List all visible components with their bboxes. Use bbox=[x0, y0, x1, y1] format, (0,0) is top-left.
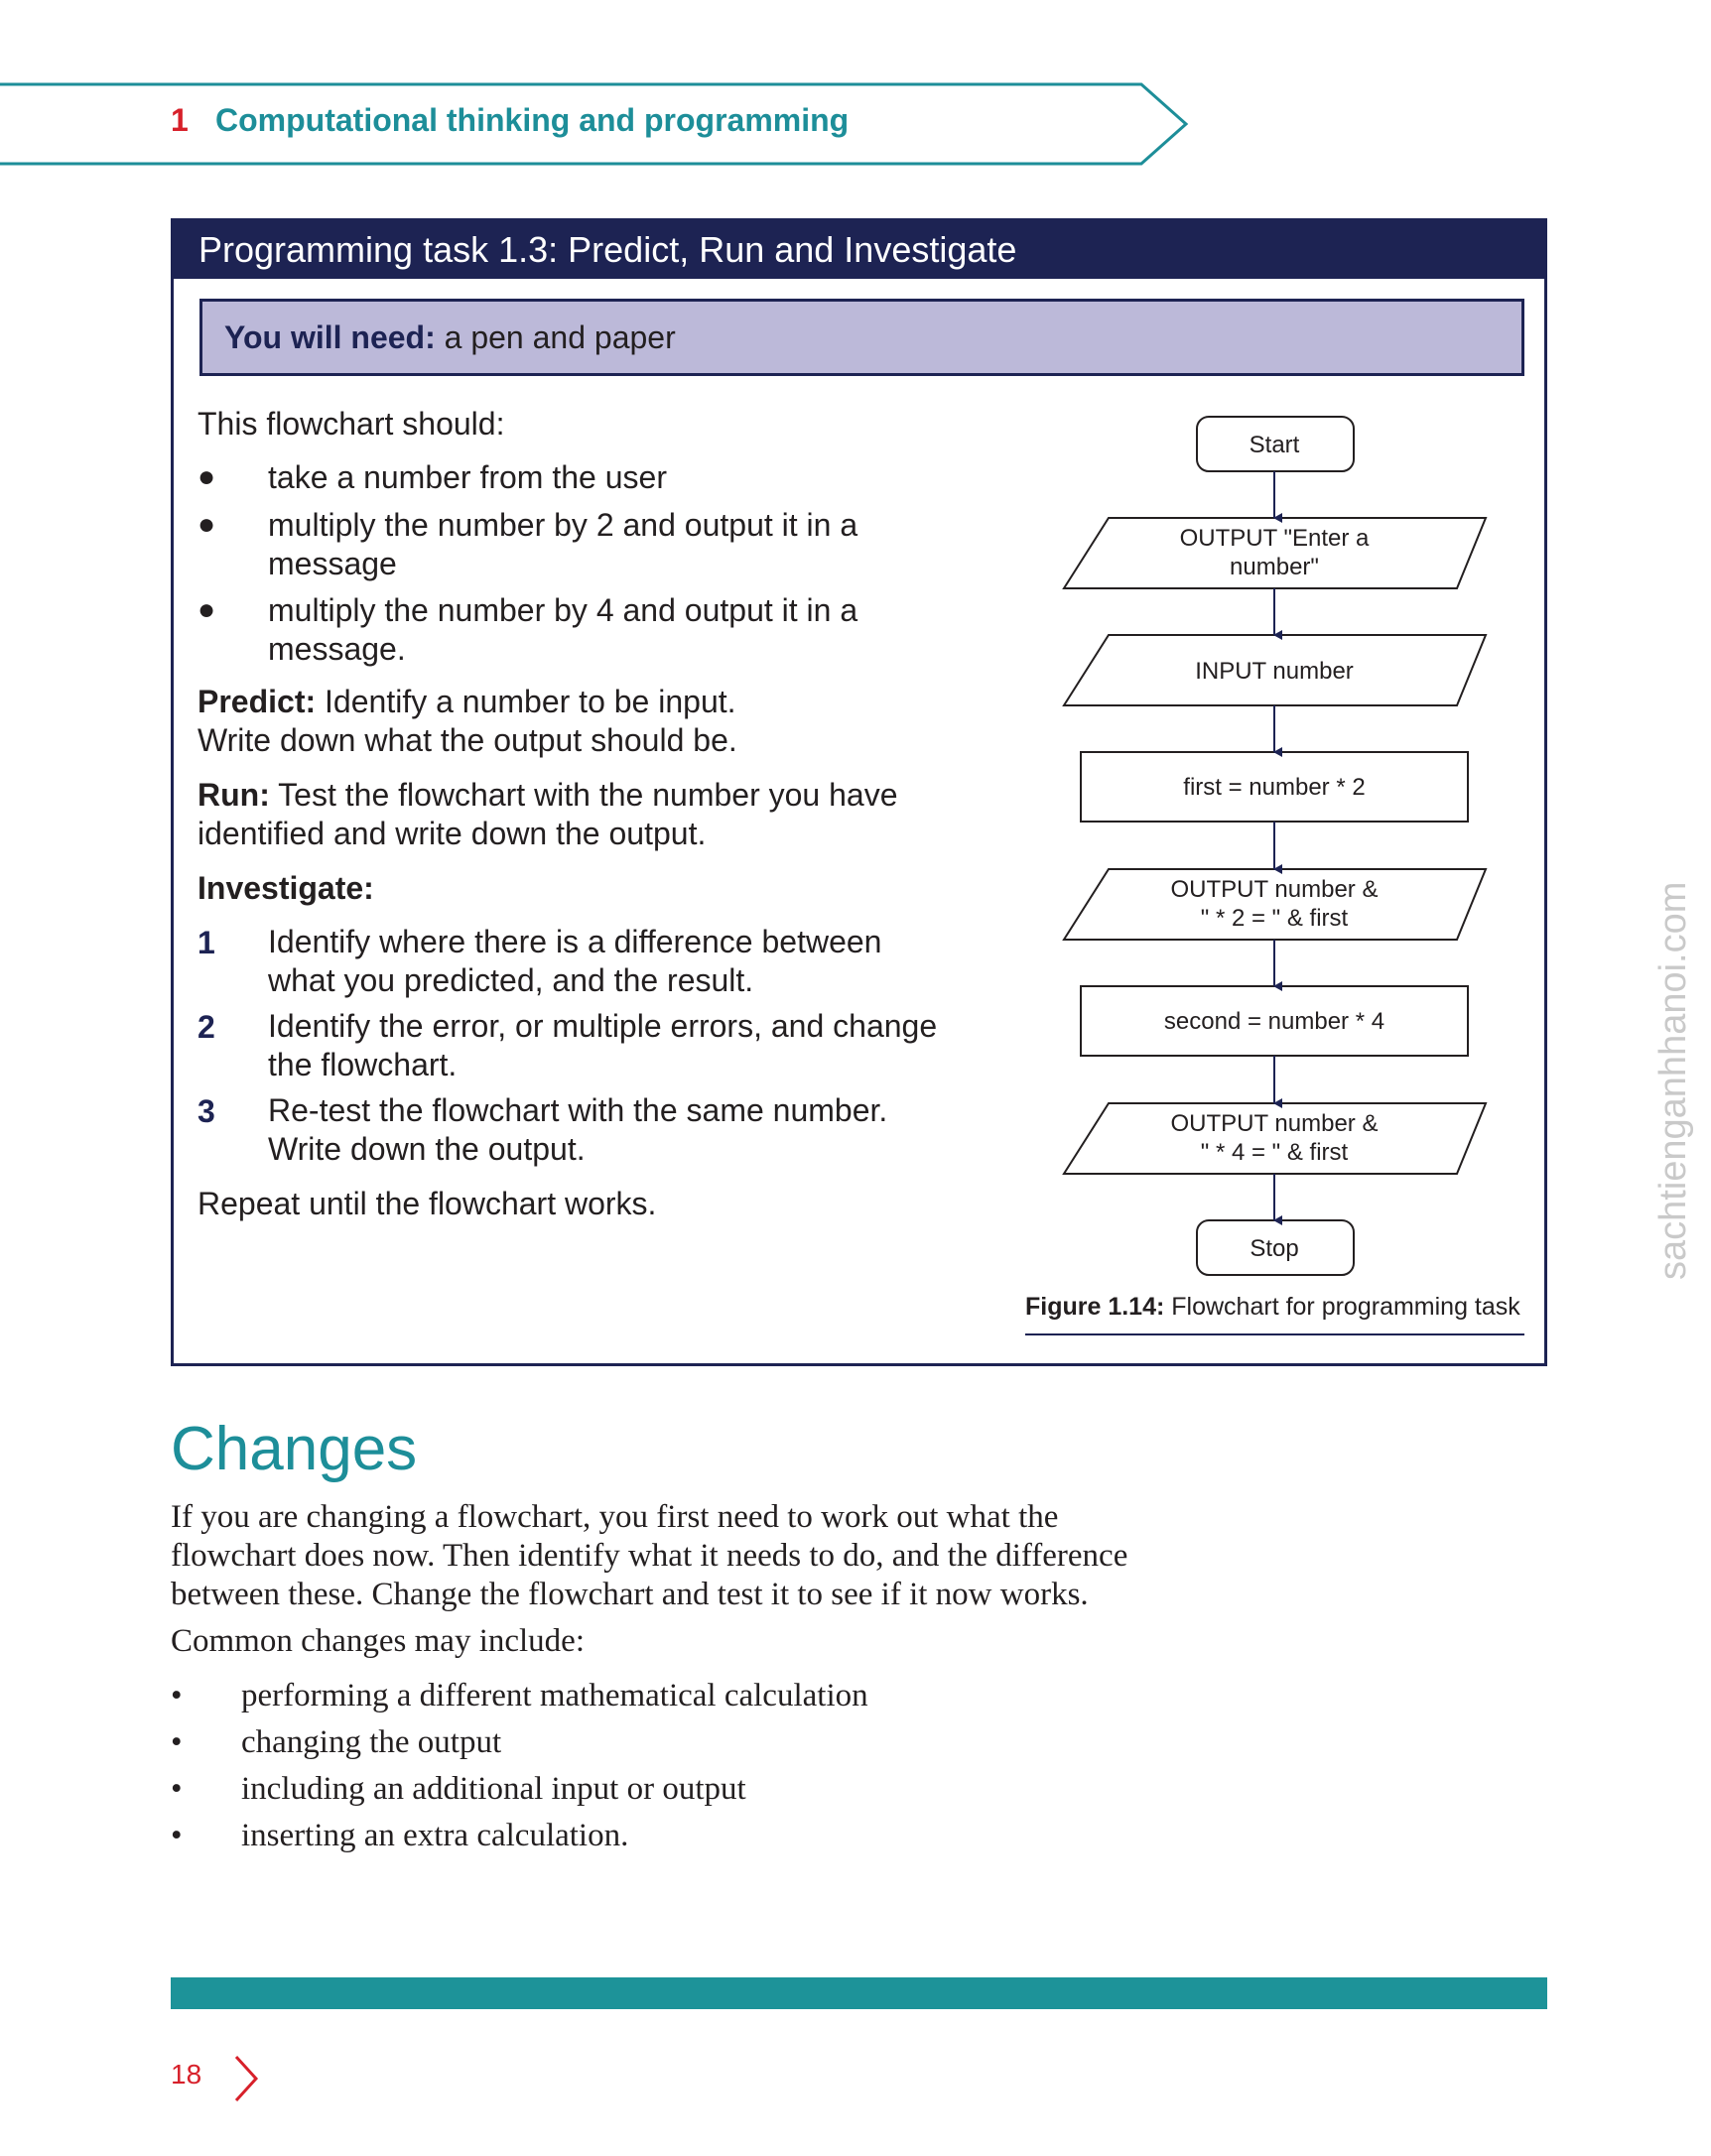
bullet-icon: • bbox=[171, 1678, 183, 1713]
run-label: Run: bbox=[197, 777, 270, 813]
step-line: what you predicted, and the result. bbox=[268, 962, 754, 998]
bullet-icon: • bbox=[171, 1771, 183, 1807]
step-number: 2 bbox=[197, 1009, 215, 1045]
need-value: a pen and paper bbox=[435, 319, 676, 355]
output-times2-label-1: OUTPUT number & bbox=[1170, 876, 1379, 903]
output-times4-label-1: OUTPUT number & bbox=[1170, 1110, 1379, 1137]
footer-bar bbox=[171, 1977, 1547, 2009]
flowchart bbox=[1052, 407, 1499, 1280]
predict-text: Identify a number to be input. bbox=[316, 684, 736, 719]
step-line: Identify the error, or multiple errors, and change bbox=[268, 1008, 938, 1044]
bullet-icon: • bbox=[171, 1724, 183, 1760]
figure-label: Figure 1.14: bbox=[1025, 1293, 1165, 1321]
task-bullet: take a number from the user bbox=[268, 459, 667, 495]
figure-caption-text: Flowchart for programming task bbox=[1164, 1293, 1520, 1321]
need-label: You will need: bbox=[224, 319, 436, 355]
task-bullet: multiply the number by 2 and output it in a message bbox=[268, 507, 858, 581]
chapter-title: Computational thinking and programming bbox=[215, 102, 850, 138]
output-times4-label-2: " * 4 = " & first bbox=[1200, 1139, 1349, 1166]
output-times2-label-2: " * 2 = " & first bbox=[1200, 905, 1349, 932]
changes-item: performing a different mathematical calculation bbox=[241, 1678, 868, 1713]
run-text: Test the flowchart with the number you have bbox=[269, 777, 898, 813]
predict-label: Predict: bbox=[197, 684, 317, 719]
bullet-icon: ● bbox=[197, 460, 216, 493]
changes-item: changing the output bbox=[241, 1724, 502, 1760]
step-line: Identify where there is a difference between bbox=[268, 924, 882, 959]
changes-para-line: flowchart does now. Then identify what it needs to do, and the difference bbox=[171, 1538, 1128, 1574]
start-label: Start bbox=[1249, 432, 1300, 458]
you-will-need-box bbox=[199, 299, 1524, 376]
process-second-label: second = number * 4 bbox=[1163, 1008, 1385, 1035]
changes-item: including an additional input or output bbox=[241, 1771, 746, 1807]
changes-para-line: If you are changing a flowchart, you first need to work out what the bbox=[171, 1499, 1059, 1535]
figure-rule bbox=[1025, 1333, 1524, 1335]
stop-label: Stop bbox=[1250, 1235, 1299, 1262]
step-number: 1 bbox=[197, 925, 215, 960]
page-number: 18 bbox=[171, 2059, 202, 2090]
run-line-2: identified and write down the output. bbox=[197, 816, 707, 851]
repeat-text: Repeat until the flowchart works. bbox=[197, 1186, 657, 1221]
run-line-1 bbox=[197, 776, 898, 815]
output-enter-label-2: number" bbox=[1230, 554, 1319, 580]
bullet-icon: • bbox=[171, 1818, 183, 1853]
chapter-number: 1 bbox=[171, 102, 189, 138]
figure-caption bbox=[1025, 1293, 1520, 1322]
predict-line-1 bbox=[197, 683, 736, 721]
predict-line-2: Write down what the output should be. bbox=[197, 722, 737, 758]
step-line: Re-test the flowchart with the same number. bbox=[268, 1092, 888, 1128]
step-line: Write down the output. bbox=[268, 1131, 586, 1167]
step-number: 3 bbox=[197, 1093, 215, 1129]
bullet-icon: ● bbox=[197, 593, 216, 626]
bullet-icon: ● bbox=[197, 508, 216, 541]
output-enter-label-1: OUTPUT "Enter a bbox=[1179, 525, 1370, 552]
input-label: INPUT number bbox=[1195, 658, 1354, 685]
task-title: Programming task 1.3: Predict, Run and Investigate bbox=[174, 221, 1544, 279]
changes-heading: Changes bbox=[171, 1415, 418, 1483]
changes-item: inserting an extra calculation. bbox=[241, 1818, 629, 1853]
step-line: the flowchart. bbox=[268, 1047, 458, 1082]
task-bullet: multiply the number by 4 and output it in a message. bbox=[268, 592, 858, 667]
changes-para-line: between these. Change the flowchart and test it to see if it now works. bbox=[171, 1577, 1089, 1612]
task-intro: This flowchart should: bbox=[197, 406, 505, 442]
investigate-label: Investigate: bbox=[197, 870, 374, 906]
process-first-label: first = number * 2 bbox=[1183, 774, 1366, 801]
chevron-right-icon bbox=[232, 2054, 262, 2103]
watermark: sachtienganhhanoi.com bbox=[1652, 881, 1694, 1280]
changes-intro: Common changes may include: bbox=[171, 1623, 585, 1659]
